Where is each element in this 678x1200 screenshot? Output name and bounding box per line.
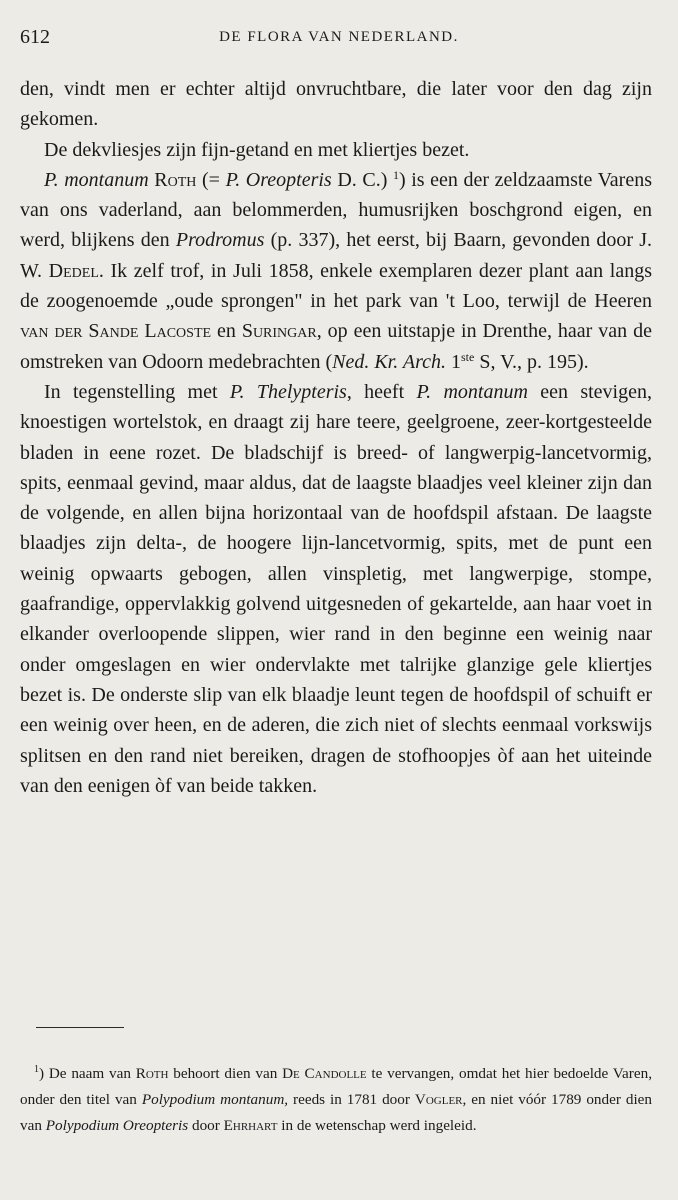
person-name: Suringar: [241, 320, 317, 343]
page-number: 612: [20, 26, 50, 48]
footnote-marker: 1: [392, 167, 399, 182]
ordinal-suffix: ste: [461, 349, 475, 364]
journal-title: Ned. Kr. Arch.: [332, 350, 447, 373]
running-title: DE FLORA VAN NEDERLAND.: [219, 29, 459, 45]
person-name: Dedel: [48, 259, 99, 282]
paragraph-continuation: den, vindt men er echter altijd onvruchtbare, die later voor den dag zijn gekomen.: [20, 78, 652, 131]
author-name: Roth: [154, 168, 197, 191]
species-name: P. montanum: [44, 168, 149, 191]
body-text: [20, 74, 652, 801]
person-name: Vogler: [414, 1091, 463, 1108]
species-name: P. Thelypteris: [229, 380, 347, 403]
page-header: [20, 26, 658, 50]
species-name: P. montanum: [416, 380, 528, 403]
footnote-number: 1: [34, 1064, 39, 1075]
person-name: Roth: [135, 1065, 169, 1082]
person-name: Ehrhart: [223, 1117, 278, 1134]
paragraph-description: In tegenstelling met P. Thelypteris, heeft P. montanum een stevigen, knoestigen wortelstok, en draagt zij hare teere, geelgroene, zeer-kortgesteelde bladen in eene rozet. De bladschijf is breed- of langwerpig-lancetvormig, spits, eenmaal gevind, maar aldus, dat de laagste blaadjes veel kleiner zijn dan de volgende, en allen bijna horizontaal van de hoofdspil afstaan. De laagste blaadjes zijn delta-, de hoogere lijn-lancetvormig, spits, met de punt een weinig opwaarts gebogen, allen vinspletig, met langwerpige, stompe, gaafrandige, oppervlakkig golvend uitgesneden of gekartelde, aan haar voet in elkander overloopende slippen, wier rand in den beginne een weinig naar onder omgeslagen en wier ondervlakte met talrijke glanzige gele kliertjes bezet is. De onderste slip van elk blaadje leunt tegen de hoofdspil of schuift er een weinig over heen, en de aderen, die zich niet of slechts eenmaal vorkswijs splitsen en den rand niet bereiken, dragen de stofhoopjes òf aan het uiteinde van den eenigen òf van beide takken.: [20, 380, 652, 797]
footnote: [20, 1061, 652, 1139]
work-title: Prodromus: [175, 229, 265, 252]
person-name: De Candolle: [282, 1065, 367, 1082]
footnote-text: $^1$) De naam van Roth behoort dien van De Candolle te vervangen, omdat het hier bedoelde Varen, onder den titel van Polypodium montanum, reeds in 1781 door Vogler, en niet vóór 1789 onder dien van Polypodium Oreopteris door Ehrhart in de wetenschap werd ingeleid.: [20, 1064, 652, 1134]
synonym-name: P. Oreopteris: [225, 168, 332, 191]
paragraph-montanum: P. montanum Roth (= P. Oreopteris D. C.) $^1$) is een der zeldzaamste Varens van ons vaderland, aan belommerden, humusrijken boschgrond eigen, en werd, blijkens den Prodromus (p. 337), het eerst, bij Baarn, gevonden door J. W. Dedel. Ik zelf trof, in Juli 1858, enkele exemplaren dezer plant aan langs de zoogenoemde „oude sprongen" in het park van 't Loo, terwijl de Heeren van der Sande Lacoste en Suringar, op een uitstapje in Drenthe, haar van de omstreken van Odoorn medebrachten (Ned. Kr. Arch. 1ste S, V., p. 195).: [20, 167, 653, 373]
species-name: Polypodium montanum,: [141, 1091, 289, 1108]
species-name: Polypodium Oreopteris: [45, 1117, 189, 1134]
person-name: van der Sande Lacoste: [20, 320, 212, 343]
footnote-separator: [36, 1027, 124, 1028]
paragraph-dekvliesjes: De dekvliesjes zijn fijn-getand en met kliertjes bezet.: [44, 138, 470, 161]
